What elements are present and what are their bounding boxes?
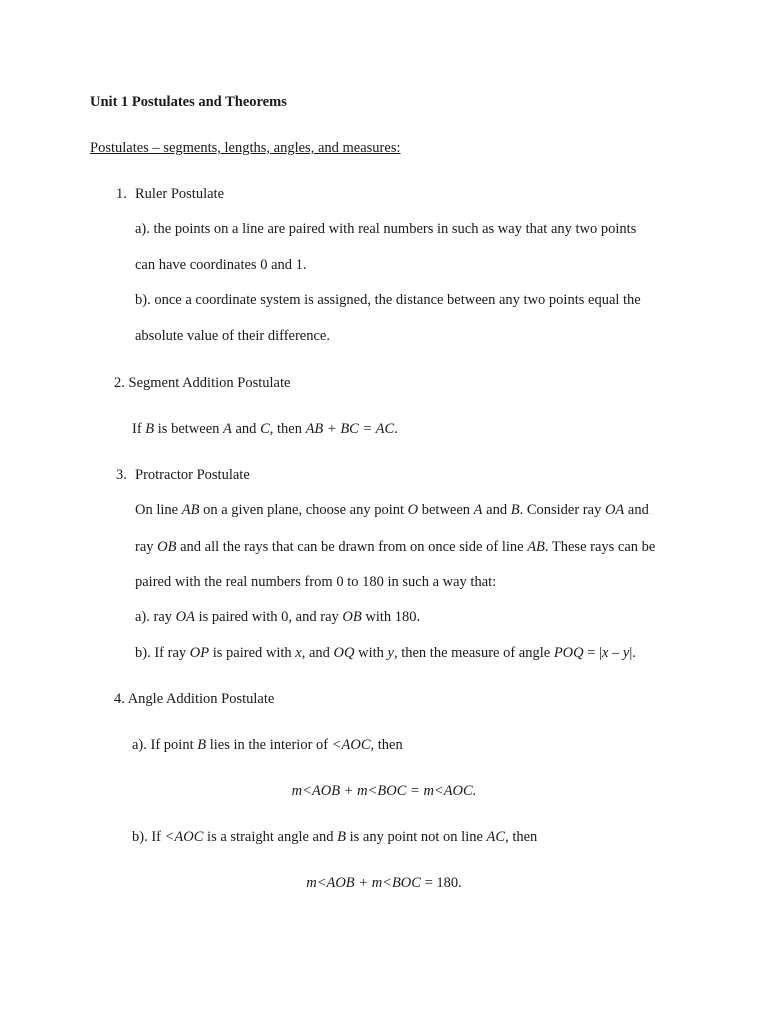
page-title: Unit 1 Postulates and Theorems [90, 94, 287, 110]
angle-addition-b-equation: m<AOB + m<BOC = 180. [306, 875, 462, 891]
ruler-b-line-2: absolute value of their difference. [135, 328, 330, 344]
segment-addition-heading: 2. Segment Addition Postulate [114, 375, 291, 391]
ruler-number: 1. [116, 186, 127, 202]
angle-addition-heading: 4. Angle Addition Postulate [114, 691, 275, 707]
angle-addition-a: a). If point B lies in the interior of <AOC, then [132, 737, 403, 753]
ruler-heading: Ruler Postulate [135, 186, 225, 202]
segment-addition-statement: If B is between A and C, then AB + BC = AC. [132, 421, 398, 437]
protractor-b: b). If ray OP is paired with x, and OQ with y, then the measure of angle POQ = |x – y|. [135, 645, 636, 661]
protractor-line-2: ray OB and all the rays that can be drawn from on once side of line AB. These rays can be [135, 539, 656, 555]
ruler-a-line-2: can have coordinates 0 and 1. [135, 257, 307, 273]
angle-addition-a-equation: m<AOB + m<BOC = m<AOC. [291, 783, 477, 799]
ruler-b-line-1: b). once a coordinate system is assigned, the distance between any two points equal the [135, 292, 641, 308]
protractor-heading: Protractor Postulate [135, 467, 250, 483]
protractor-line-1: On line AB on a given plane, choose any point O between A and B. Consider ray OA and [135, 502, 649, 518]
protractor-line-3: paired with the real numbers from 0 to 180 in such a way that: [135, 574, 497, 590]
angle-addition-b: b). If <AOC is a straight angle and B is any point not on line AC, then [132, 829, 538, 845]
ruler-a-line-1: a). the points on a line are paired with real numbers in such as way that any two points [135, 221, 637, 237]
protractor-a: a). ray OA is paired with 0, and ray OB with 180. [135, 609, 421, 625]
section-heading: Postulates – segments, lengths, angles, and measures: [90, 140, 401, 156]
protractor-number: 3. [116, 467, 127, 483]
